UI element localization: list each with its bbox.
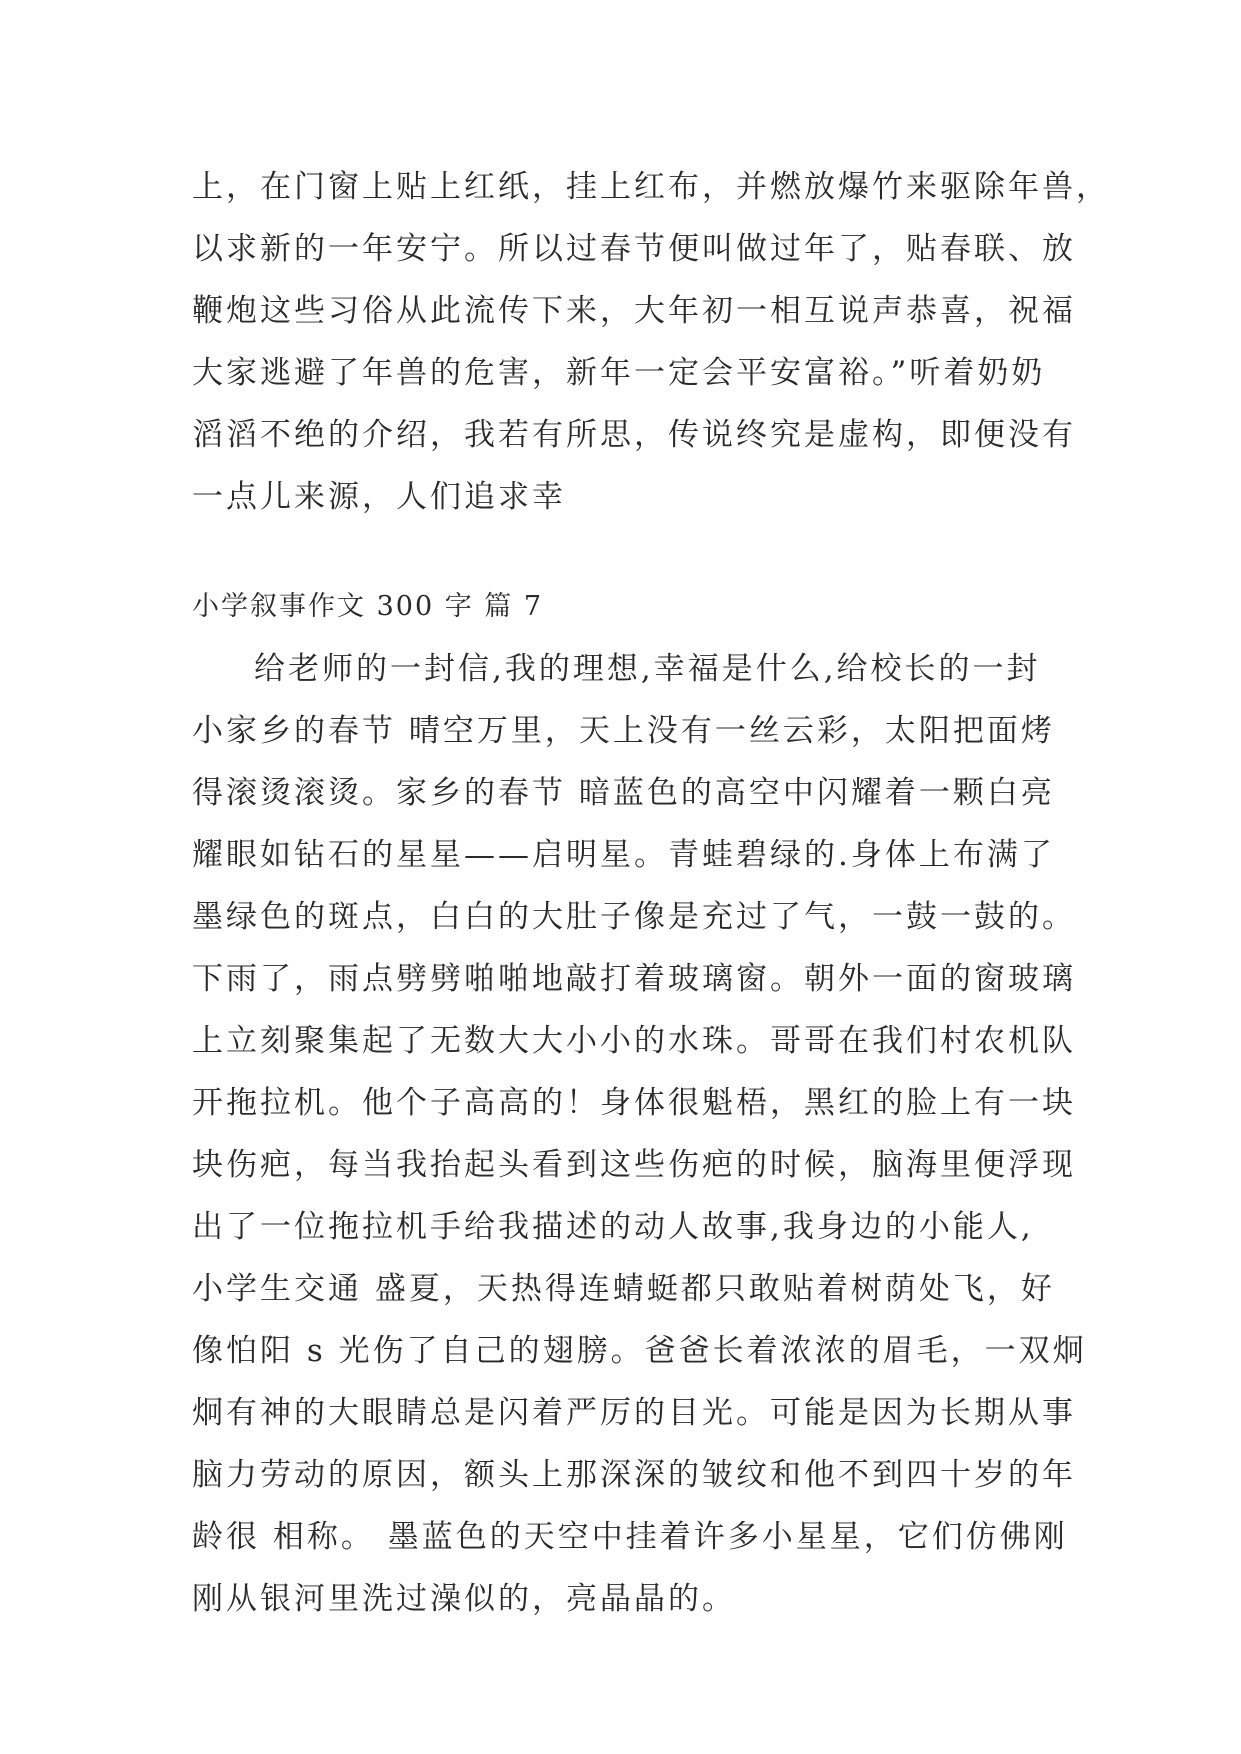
text-line: 刚从银河里洗过澡似的，亮晶晶的。	[192, 1581, 736, 1617]
text-line: 脑力劳动的原因，额头上那深深的皱纹和他不到四十岁的年	[192, 1457, 1076, 1493]
text-line: 下雨了，雨点劈劈啪啪地敲打着玻璃窗。朝外一面的窗玻璃	[192, 961, 1076, 997]
text-line: 像怕阳 s 光伤了自己的翅膀。爸爸长着浓浓的眉毛，一双炯	[192, 1333, 1087, 1369]
text-line: 块伤疤，每当我抬起头看到这些伤疤的时候，脑海里便浮现	[192, 1147, 1076, 1183]
text-line: 以求新的一年安宁。所以过春节便叫做过年了，贴春联、放	[192, 231, 1076, 267]
text-line: 滔滔不绝的介绍，我若有所思，传说终究是虚构，即便没有	[192, 417, 1076, 453]
text-line: 开拖拉机。他个子高高的！身体很魁梧，黑红的脸上有一块	[192, 1085, 1076, 1121]
text-line: 大家逃避了年兽的危害，新年一定会平安富裕。”听着奶奶	[192, 355, 1046, 391]
text-line: 耀眼如钻石的星星——启明星。青蛙碧绿的.身体上布满了	[192, 837, 1055, 873]
continuation-paragraph	[192, 156, 1110, 528]
text-line: 一点儿来源，人们追求幸	[192, 479, 566, 515]
text-line: 给老师的一封信,我的理想,幸福是什么,给校长的一封	[254, 651, 1041, 687]
text-line: 上立刻聚集起了无数大大小小的水珠。哥哥在我们村农机队	[192, 1023, 1076, 1059]
text-line: 上，在门窗上贴上红纸，挂上红布，并燃放爆竹来驱除年兽，	[192, 169, 1110, 205]
section-heading: 小学叙事作文 300 字 篇 7	[192, 591, 544, 622]
essay-section	[192, 576, 1087, 1630]
text-line: 出了一位拖拉机手给我描述的动人故事,我身边的小能人,	[192, 1209, 1034, 1245]
text-line: 小家乡的春节 晴空万里，天上没有一丝云彩，太阳把面烤	[192, 713, 1055, 749]
text-line: 得滚烫滚烫。家乡的春节 暗蓝色的高空中闪耀着一颗白亮	[192, 775, 1055, 811]
text-line: 龄很 相称。 墨蓝色的天空中挂着许多小星星，它们仿佛刚	[192, 1519, 1068, 1555]
text-line: 鞭炮这些习俗从此流传下来，大年初一相互说声恭喜，祝福	[192, 293, 1076, 329]
text-line: 小学生交通 盛夏，天热得连蜻蜓都只敢贴着树荫处飞，好	[192, 1271, 1055, 1307]
text-line: 炯有神的大眼睛总是闪着严厉的目光。可能是因为长期从事	[192, 1395, 1076, 1431]
text-line: 墨绿色的斑点，白白的大肚子像是充过了气，一鼓一鼓的。	[192, 899, 1076, 935]
